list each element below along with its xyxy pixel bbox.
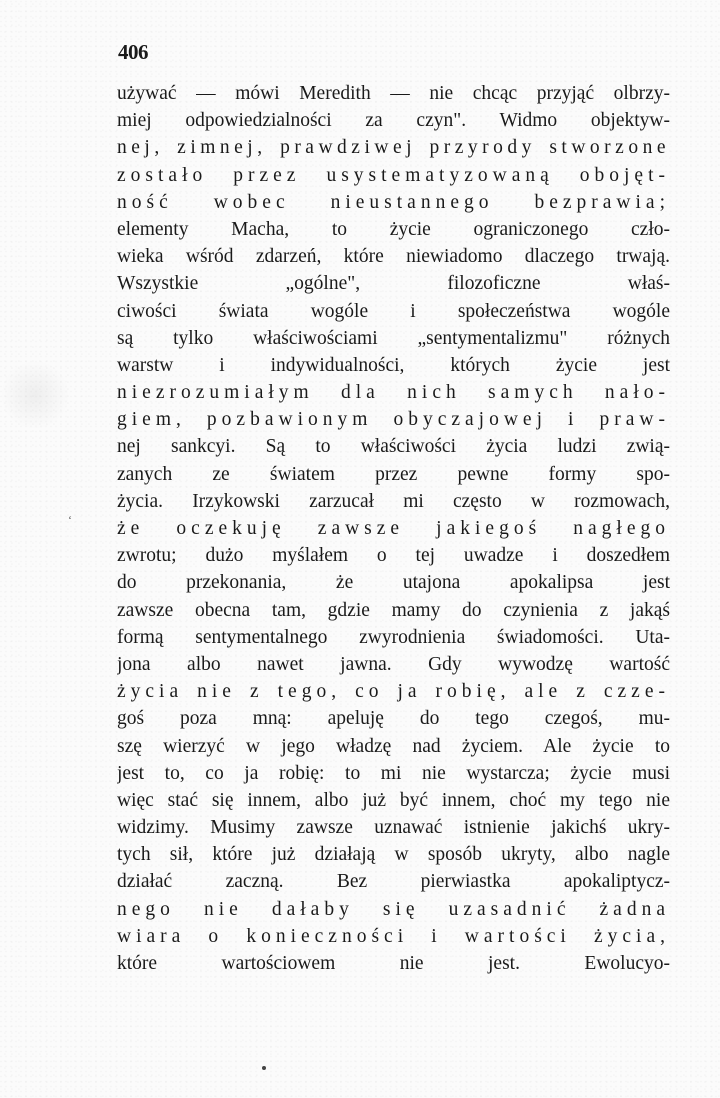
text-line: wiara o konieczności i wartości życia, [117,925,670,947]
text-line: Wszystkie „ogólne", filozoficzne właś- [117,273,670,295]
text-line: że oczekuję zawsze jakiegoś nagłego [117,518,670,539]
text-line: są tylko właściwościami „sentymentalizmu" różnych [117,327,670,349]
text-line: do przekonania, że utajona apokalipsa jest [117,572,670,594]
text-line: używać — mówi Meredith — nie chcąc przyjąć olbrzy- [117,83,670,104]
text-line: jest to, co ja robię: to mi nie wystarcza; życie musi [117,762,670,784]
text-line: miej odpowiedzialności za czyn". Widmo objektyw- [117,110,670,132]
text-line: niezrozumiałym dla nich samych nało- [117,382,670,404]
text-line: życia nie z tego, co ja robię, ale z czze- [117,681,670,703]
text-line: zostało przez usystematyzowaną obojęt- [117,164,670,186]
text-line: wieka wśród zdarzeń, które niewiadomo dlaczego trwają. [117,246,670,268]
text-line: życia. Irzykowski zarzucał mi często w rozmowach, [117,490,670,512]
ink-dot [262,1066,266,1070]
text-line: tych sił, które już działają w sposób ukryty, albo nagle [117,844,670,866]
text-line: zawsze obecna tam, gdzie mamy do czynienia z jakąś [117,599,670,621]
text-line: ność wobec nieustannego bezprawia; [117,191,670,213]
text-line: warstw i indywidualności, których życie jest [117,354,670,376]
page-smudge [0,360,70,430]
text-line: zanych ze światem przez pewne formy spo- [117,463,670,485]
text-line: nej sankcyi. Są to właściwości życia ludzi zwią- [117,436,670,458]
text-line: widzimy. Musimy zawsze uznawać istnienie jakichś ukry- [117,817,670,839]
page-number: 406 [118,40,148,64]
text-line: zwrotu; dużo myślałem o tej uwadze i doszedłem [117,545,670,567]
body-text [117,80,670,977]
text-line: giem, pozbawionym obyczajowej i praw- [117,409,670,431]
text-line: które wartościowem nie jest. Ewolucyo- [117,953,670,974]
margin-mark: ‘ [68,513,72,527]
text-line: goś poza mną: apeluję do tego czegoś, mu- [117,708,670,730]
text-line: więc stać się innem, albo już być innem, choć my tego nie [117,789,670,811]
text-line: jona albo nawet jawna. Gdy wywodzę wartość [117,653,670,675]
text-line: elementy Macha, to życie ograniczonego czło- [117,218,670,240]
text-line: szę wierzyć w jego władzę nad życiem. Ale życie to [117,735,670,757]
text-line: nej, zimnej, prawdziwej przyrody stworzone [117,137,670,159]
text-line: nego nie dałaby się uzasadnić żadna [117,898,670,920]
text-line: ciwości świata wogóle i społeczeństwa wogóle [117,300,670,322]
text-line: działać zaczną. Bez pierwiastka apokaliptycz- [117,871,670,893]
text-line: formą sentymentalnego zwyrodnienia świadomości. Uta- [117,626,670,648]
